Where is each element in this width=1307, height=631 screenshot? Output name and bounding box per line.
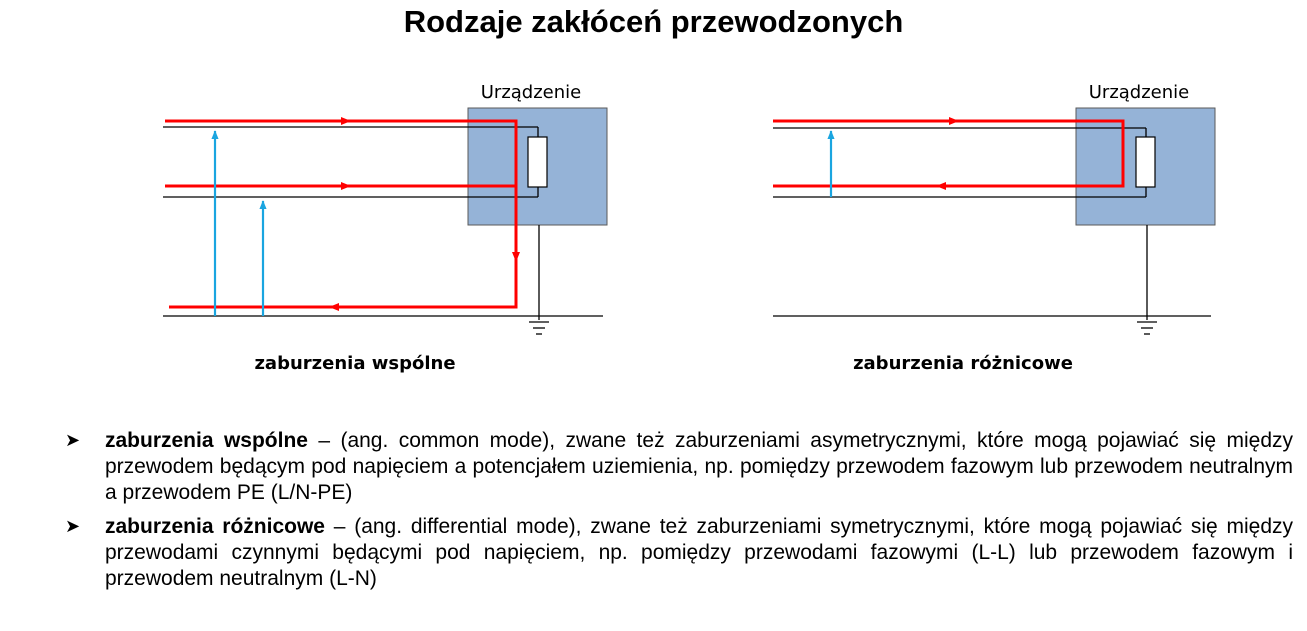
load-resistor-differential bbox=[1136, 137, 1155, 187]
definitions-list bbox=[65, 428, 1293, 600]
caption-common: zaburzenia wspólne bbox=[254, 353, 456, 374]
definition-text: – (ang. common mode), zwane też zaburzeniami asymetrycznymi, które mogą pojawiać się między przewodem będącym pod napięciem a potencjałem uziemienia, np. pomiędzy przewodem fazowym lub przewodem neutralnym a przewodem PE (L/N-PE) bbox=[105, 429, 1293, 504]
definition-term: zaburzenia wspólne bbox=[105, 429, 308, 452]
definition-text: – (ang. differential mode), zwane też zaburzeniami symetrycznymi, które mogą pojawiać się między przewodami czynnymi będącymi pod napięciem, np. pomiędzy przewodami fazowymi (L-L) lub przewodem fazowym i przewodem neutralnym (L-N) bbox=[105, 515, 1293, 590]
differential-mode-diagram bbox=[773, 82, 1215, 374]
slide-title: Rodzaje zakłóceń przewodzonych bbox=[403, 4, 904, 39]
device-label-common: Urządzenie bbox=[480, 82, 582, 103]
definition-differential-mode bbox=[65, 514, 1293, 592]
definition-common-mode bbox=[65, 428, 1293, 506]
ground-symbol-differential bbox=[1137, 322, 1157, 334]
current-paths-differential bbox=[773, 121, 1123, 186]
source-arrows-common bbox=[215, 131, 263, 316]
common-mode-diagram bbox=[163, 82, 607, 374]
arrowhead-bullet-icon: ➤ bbox=[65, 516, 81, 537]
definition-term: zaburzenia różnicowe bbox=[105, 515, 325, 538]
ground-symbol-common bbox=[529, 322, 549, 334]
arrowhead-bullet-icon: ➤ bbox=[65, 430, 81, 451]
caption-differential: zaburzenia różnicowe bbox=[853, 353, 1073, 374]
current-paths-common bbox=[165, 121, 516, 307]
device-label-differential: Urządzenie bbox=[1088, 82, 1190, 103]
load-resistor-common bbox=[528, 137, 547, 187]
